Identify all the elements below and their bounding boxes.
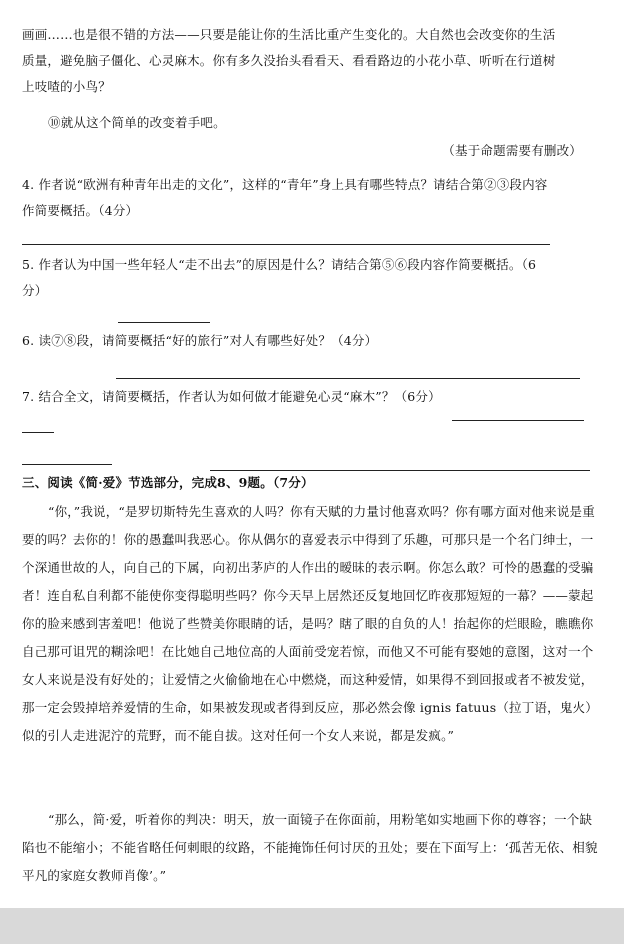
question-4 bbox=[22, 172, 604, 224]
paragraph-10: ⑩就从这个简单的改变着手吧。 bbox=[48, 115, 226, 130]
footer-bar bbox=[0, 908, 624, 944]
answer-line bbox=[22, 464, 112, 465]
section-3-title: 三、阅读《简·爱》节选部分，完成8、9题。（7分） bbox=[22, 475, 314, 490]
question-5-line: 分） bbox=[22, 283, 48, 298]
question-4-line: 4. 作者说“欧洲有种青年出走的文化”，这样的“青年”身上具有哪些特点？请结合第②③段内容 bbox=[22, 177, 548, 192]
question-5-line: 5. 作者认为中国一些年轻人“走不出去”的原因是什么？请结合第⑤⑥段内容作简要概括。（6 bbox=[22, 257, 537, 272]
jane-eyre-paragraph-1: “你，”我说，“是罗切斯特先生喜欢的人吗？你有天赋的力量讨他喜欢吗？你有哪方面对他来说是重要的吗？去你的！你的愚蠢叫我恶心。你从偶尔的喜爱表示中得到了乐趣，可那只是一个名门绅士，一个深通世故的人，向自己的下属，向初出茅庐的人作出的暧昧的表示啊。你怎么敢？可怜的愚蠢的受骗者！连自私自利都不能使你变得聪明些吗？你今天早上居然还反复地回忆昨夜那短短的一幕？——蒙起你的脸来感到害羞吧！他说了些赞美你眼睛的话，是吗？瞎了眼的自负的人！抬起你的烂眼睑，瞧瞧你自己那可诅咒的糊涂吧！在比她自己地位高的人面前受宠若惊，而他又不可能有娶她的意图，这对一个女人来说是没有好处的；让爱情之火偷偷地在心中燃烧，而这种爱情，如果得不到回报或者不被发觉，那一定会毁掉培养爱情的生命，如果被发现或者得到反应，那必然会像 ignis fatuus（拉丁语，鬼火）似的引人走进泥泞的荒野，而不能自拔。这对任何一个女人来说，都是发疯。” bbox=[22, 504, 598, 743]
question-4-line: 作简要概括。（4分） bbox=[22, 203, 139, 218]
question-7: 7. 结合全文，请简要概括，作者认为如何做才能避免心灵“麻木”？（6分） bbox=[22, 389, 441, 404]
answer-line bbox=[116, 378, 580, 379]
question-5 bbox=[22, 252, 604, 304]
answer-line bbox=[22, 432, 54, 433]
answer-line bbox=[118, 322, 210, 323]
passage-line: 质量，避免脑子僵化、心灵麻木。你有多久没抬头看看天、看看路边的小花小草、听听在行道树 bbox=[22, 53, 556, 68]
question-6: 6. 读⑦⑧段，请简要概括“好的旅行”对人有哪些好处？（4分） bbox=[22, 333, 378, 348]
source-note: （基于命题需要有删改） bbox=[442, 143, 582, 158]
passage-line: 上吱喳的小鸟？ bbox=[22, 79, 111, 94]
passage-line: 画画……也是很不错的方法——只要是能让你的生活比重产生变化的。大自然也会改变你的生活 bbox=[22, 27, 556, 42]
jane-eyre-paragraph-2: “那么，简·爱，听着你的判决：明天，放一面镜子在你面前，用粉笔如实地画下你的尊容；一个缺陷也不能缩小；不能省略任何刺眼的纹路，不能掩饰任何讨厌的丑处；要在下面写上：‘孤苦无依、相貌平凡的家庭女教师肖像’。” bbox=[22, 812, 598, 883]
passage-text bbox=[22, 22, 604, 100]
answer-line bbox=[452, 420, 584, 421]
answer-line bbox=[22, 244, 550, 245]
